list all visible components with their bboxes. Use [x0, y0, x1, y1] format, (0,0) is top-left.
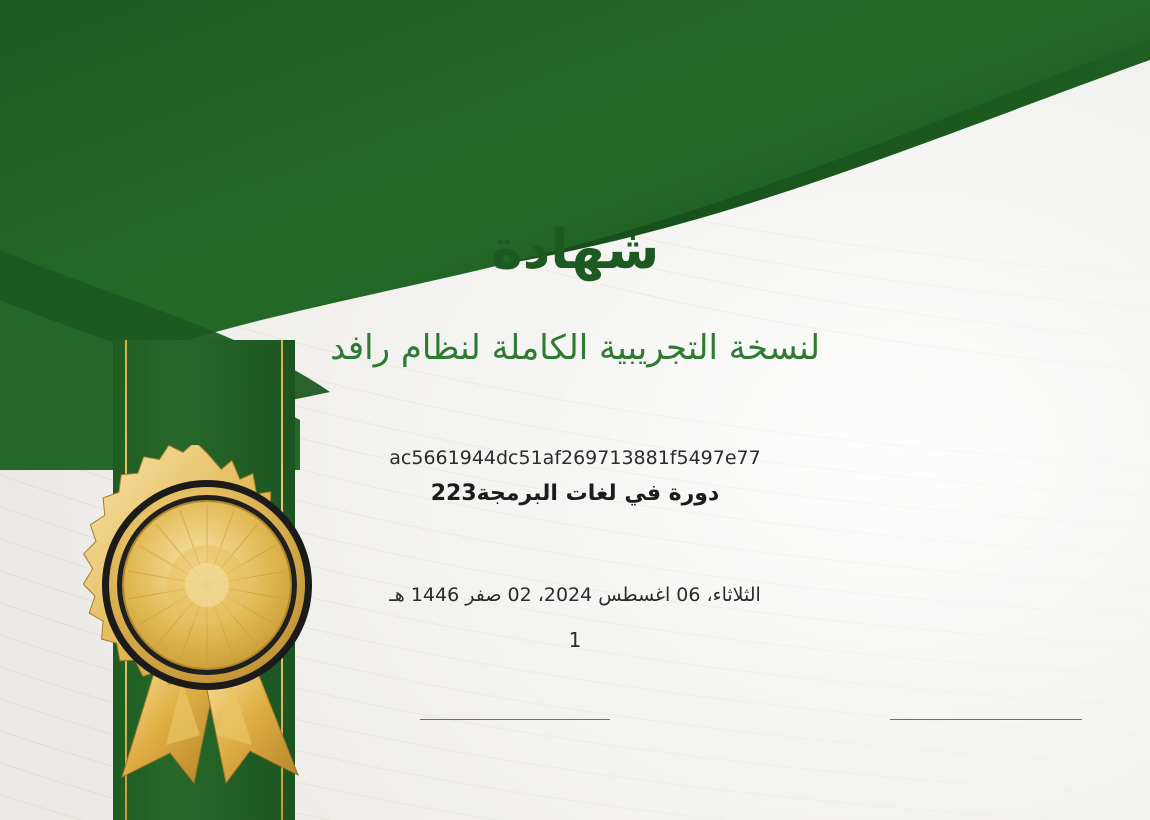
page-number: 1 — [568, 628, 582, 652]
certificate-code: ac5661944dc51af269713881f5497e77 — [389, 447, 761, 469]
gold-award-medal — [62, 445, 352, 785]
signature-line-left — [420, 719, 610, 720]
issue-date: الثلاثاء، 06 اغسطس 2024، 02 صفر 1446 هـ — [389, 584, 761, 606]
signature-line-right — [890, 719, 1082, 720]
page-title: شهادة — [490, 218, 660, 281]
course-name: دورة في لغات البرمجة223 — [430, 481, 720, 506]
certificate-subtitle: لنسخة التجريبية الكاملة لنظام رافد — [330, 328, 820, 368]
